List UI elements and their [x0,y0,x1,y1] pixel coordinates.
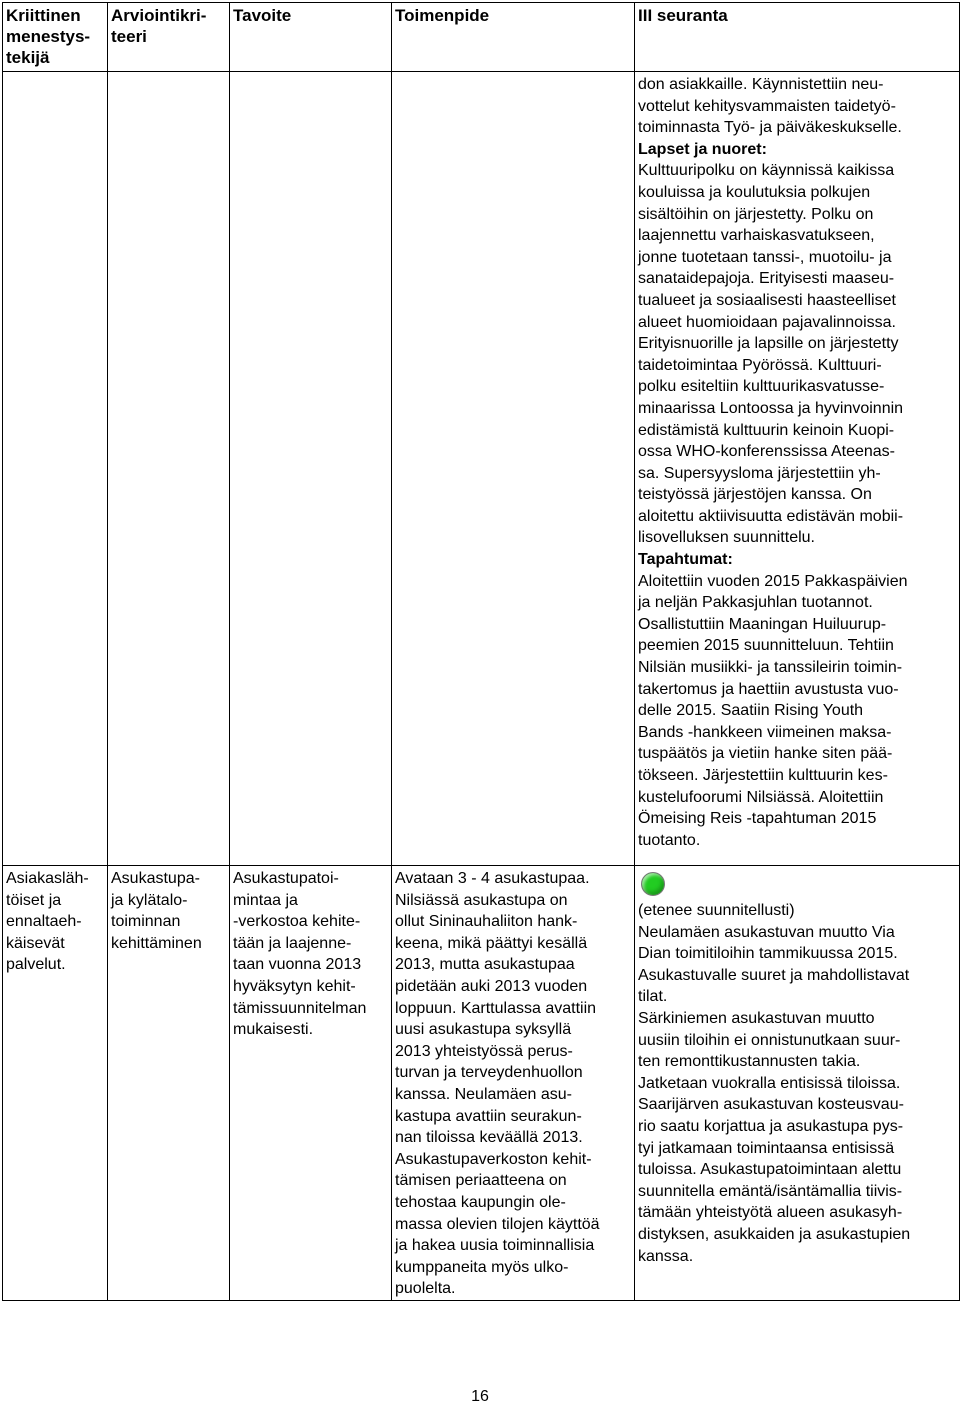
text-line: nan tiloissa keväällä 2013. [395,1129,583,1147]
text-line: laajennettu varhaiskasvatukseen, [638,227,875,245]
text-line: ja hakea uusia toiminnallisia [395,1237,595,1255]
text-line: polku esiteltiin kulttuurikasvatusse- [638,378,885,396]
text-line: tämään yhteistyötä alueen asukasyh- [638,1204,903,1222]
text-line: tään ja laajenne- [233,934,352,952]
text-line: Nilsiän musiikki- ja tanssileirin toimin- [638,659,903,677]
text-line: 2013 yhteistyössä perus- [395,1042,573,1060]
text-line: edistämistä kulttuurin keinoin Kuopi- [638,421,895,439]
text-line: Asukastuvalle suuret ja mahdollistavat [638,966,910,984]
text-line: taidetoimintaa Pyörössä. Kulttuuri- [638,356,882,374]
text-line: käisevät [6,934,65,952]
text-line: tämissuunnitelman [233,999,367,1017]
text-line: takertomus ja haettiin avustusta vuo- [638,680,899,698]
text-line: loppuun. Karttulassa avattiin [395,999,597,1017]
text-line: ja kylätalo- [111,891,188,909]
text-line: massa olevien tilojen käyttöä [395,1215,600,1233]
cell-toimenpide [392,866,635,1301]
text-line: kehittäminen [111,934,202,952]
text-line: III seuranta [638,6,728,25]
text-line: Bands -hankkeen viimeinen maksa- [638,723,892,741]
text-line: Asukastupaverkoston kehit- [395,1150,592,1168]
evaluation-table [2,2,960,1301]
header-arviointikriteeri [108,3,230,72]
text-line: Erityisnuorille ja lapsille on järjestetty [638,335,899,353]
cell-arviointikriteeri [108,866,230,1301]
text-line: 2013, mutta asukastupaa [395,956,575,974]
cell-kriittinen [3,866,108,1301]
text-line: kumppaneita myös ulko- [395,1258,569,1276]
text-line: teistyössä järjestöjen kanssa. On [638,486,872,504]
text-line: ennaltaeh- [6,913,82,931]
text-line: Tavoite [233,6,292,25]
text-line: (etenee suunnitellusti) [638,902,795,919]
text-line: Aloitettiin vuoden 2015 Pakkaspäivien [638,572,908,590]
cell-empty [3,72,108,866]
text-line: ten remonttikustannusten takia. [638,1053,861,1071]
text-line: kanssa. Neulamäen asu- [395,1085,572,1103]
text-line: uusi asukastupa syksyllä [395,1021,572,1039]
text-line: Osallistuttiin Maaningan Huiluurup- [638,615,887,633]
header-tavoite [230,3,392,72]
header-kriittinen [3,3,108,72]
text-line: menestys- [6,27,91,46]
text-line: tehostaa kaupungin ole- [395,1193,566,1211]
text-line: vottelut kehitysvammaisten taidetyö- [638,97,896,115]
text-line: Toimenpide [395,6,490,25]
text-line: töiset ja [6,891,62,909]
text-line: kustelufoorumi Nilsiässä. Aloitettiin [638,788,884,806]
text-line: ja neljän Pakkasjuhlan tuotannot. [638,594,873,612]
text-line: rio saatu korjattua ja asukastupa pys- [638,1117,904,1135]
text-line: kastupa avattiin seurakun- [395,1107,582,1125]
text-line: tökseen. Järjestettiin kulttuurin kes- [638,767,888,784]
text-line: Neulamäen asukastuvan muutto Via [638,923,895,941]
text-line: alueet huomioidaan pajavalinnoissa. [638,313,896,331]
green-status-dot-icon [641,872,665,896]
text-line: tuloissa. Asukastupatoimintaan alettu [638,1161,902,1179]
text-line: teeri [111,27,147,46]
text-line: sisältöihin on järjestetty. Polku on [638,205,874,223]
cell-empty [108,72,230,866]
text-line: Avataan 3 - 4 asukastupaa. [395,870,590,887]
cell-tavoite [230,866,392,1301]
text-line: tyi jatkamaan toimintaansa entisissä [638,1139,895,1157]
text-line: jonne tuotetaan tanssi-, muotoilu- ja [638,248,892,266]
text-line: mukaisesti. [233,1021,314,1039]
text-line: puolelta. [395,1280,456,1298]
table-row-continued [3,72,960,866]
text-line: ossa WHO-konferenssissa Ateenas- [638,443,895,461]
cell-seuranta-continued [635,72,960,866]
text-line: pidetään auki 2013 vuoden [395,977,588,995]
text-line: tuotanto. [638,831,701,849]
text-line: ollut Sininauhaliiton hank- [395,913,578,931]
section-heading: Tapahtumat: [638,551,733,569]
text-line: Asukastupatoi- [233,870,339,887]
text-line: uusiin tiloihin ei onnistunutkaan suur- [638,1031,901,1049]
header-toimenpide [392,3,635,72]
text-line: sanataidepajoja. Erityisesti maaseu- [638,270,895,288]
text-line: Asiakasläh- [6,870,89,887]
text-line: Jatketaan vuokralla entisissä tiloissa. [638,1074,901,1092]
text-line: suunnitella emäntä/isäntämallia tiivis- [638,1182,903,1200]
text-line: sa. Supersyysloma järjestettiin yh- [638,464,881,482]
text-line: Kriittinen [6,6,81,25]
table-row-asukastupa [3,866,960,1301]
cell-seuranta [635,866,960,1301]
text-line: peemien 2015 suunnitteluun. Tehtiin [638,637,894,655]
text-line: -verkostoa kehite- [233,913,361,931]
cell-empty [392,72,635,866]
text-line: tuspäätös ja vietiin hanke siten pää- [638,745,893,763]
text-line: lisovelluksen suunnittelu. [638,529,815,547]
text-line: Särkiniemen asukastuvan muutto [638,1009,875,1027]
text-line: tämisen periaatteena on [395,1172,567,1190]
text-line: Nilsiässä asukastupa on [395,891,568,909]
text-line: Asukastupa- [111,870,200,887]
text-line: hyväksytyn kehit- [233,977,356,995]
text-line: palvelut. [6,956,66,974]
text-line: taan vuonna 2013 [233,956,362,974]
text-line: kouluissa ja koulutuksia polkujen [638,183,871,201]
text-line: don asiakkaille. Käynnistettiin neu- [638,76,884,93]
cell-empty [230,72,392,866]
text-line: tualueet ja sosiaalisesti haasteelliset [638,291,896,309]
section-heading: Lapset ja nuoret: [638,140,767,158]
text-line: tilat. [638,988,668,1006]
text-line: tekijä [6,48,50,67]
text-line: aloitettu aktiivisuutta edistävän mobii- [638,507,904,525]
text-line: Arviointikri- [111,6,207,25]
text-line: turvan ja terveydenhuollon [395,1064,583,1082]
text-line: minaarissa Lontoossa ja hyvinvoinnin [638,399,904,417]
text-line: toiminnasta Työ- ja päiväkeskukselle. [638,119,902,137]
text-line: toiminnan [111,913,181,931]
text-line: keena, mikä päättyi kesällä [395,934,588,952]
text-line: Kulttuuripolku on käynnissä kaikissa [638,162,895,180]
text-line: Ömeising Reis -tapahtuman 2015 [638,810,877,828]
header-seuranta [635,3,960,72]
text-line: distyksen, asukkaiden ja asukastupien [638,1225,911,1243]
header-row [3,3,960,72]
text-line: Dian toimitiloihin tammikuussa 2015. [638,945,898,963]
page-number: 16 [471,1388,489,1405]
text-line: mintaa ja [233,891,298,909]
text-line: kanssa. [638,1247,694,1265]
text-line: delle 2015. Saatiin Rising Youth [638,702,864,720]
text-line: Saarijärven asukastuvan kosteusvau- [638,1096,904,1114]
